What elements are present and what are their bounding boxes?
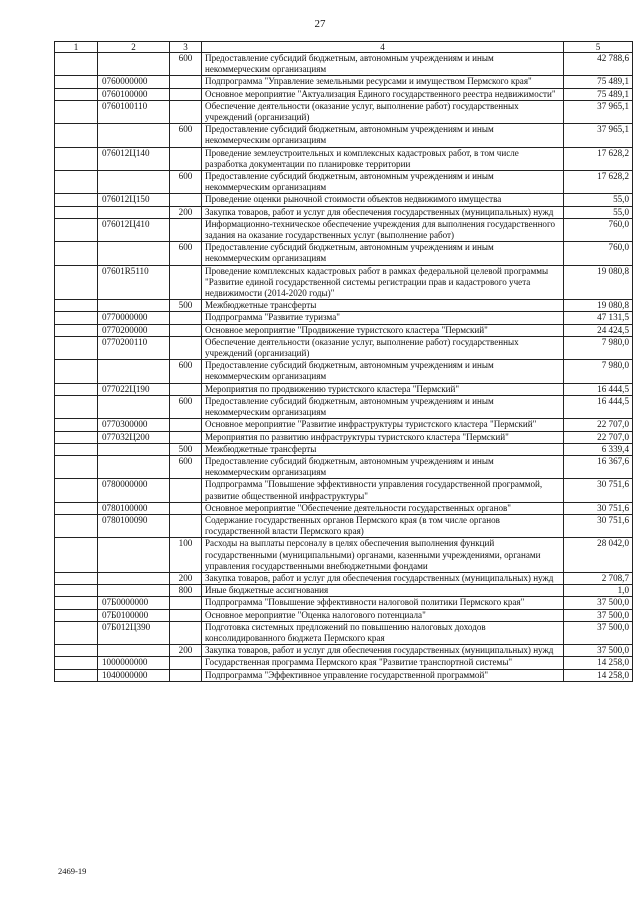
cell-amount: 22 707,0 xyxy=(564,419,633,431)
cell-name: Закупка товаров, работ и услуг для обеспечения государственных (муниципальных) нужд xyxy=(202,645,564,657)
table-row xyxy=(55,419,633,431)
cell-expense-type xyxy=(170,502,202,514)
cell-amount: 17 628,2 xyxy=(564,147,633,170)
table-row xyxy=(55,455,633,478)
cell-amount: 42 788,6 xyxy=(564,53,633,76)
cell-section xyxy=(55,206,98,218)
cell-target-code xyxy=(98,300,170,312)
cell-amount: 55,0 xyxy=(564,194,633,206)
cell-name: Подпрограмма "Развитие туризма" xyxy=(202,312,564,324)
cell-expense-type xyxy=(170,265,202,300)
cell-section xyxy=(55,265,98,300)
cell-amount: 22 707,0 xyxy=(564,431,633,443)
budget-table xyxy=(54,41,633,682)
cell-expense-type: 200 xyxy=(170,572,202,584)
cell-section xyxy=(55,171,98,194)
table-header xyxy=(55,42,633,53)
cell-name: Проведение землеустроительных и комплексных кадастровых работ, в том числе разработка документации по планировке территории xyxy=(202,147,564,170)
cell-name: Основное мероприятие "Обеспечение деятельности государственных органов" xyxy=(202,502,564,514)
cell-amount: 55,0 xyxy=(564,206,633,218)
cell-expense-type: 200 xyxy=(170,206,202,218)
cell-target-code: 07Б0000000 xyxy=(98,597,170,609)
table-row xyxy=(55,53,633,76)
cell-target-code: 0780100000 xyxy=(98,502,170,514)
cell-name: Подпрограмма "Повышение эффективности управления государственной программой, развитие общественной инфраструктуры" xyxy=(202,479,564,502)
cell-expense-type: 600 xyxy=(170,171,202,194)
cell-name: Обеспечение деятельности (оказание услуг, выполнение работ) государственных учреждений (организаций) xyxy=(202,100,564,123)
table-row xyxy=(55,124,633,147)
cell-expense-type xyxy=(170,514,202,537)
cell-expense-type: 800 xyxy=(170,585,202,597)
cell-expense-type: 500 xyxy=(170,300,202,312)
cell-expense-type xyxy=(170,88,202,100)
cell-section xyxy=(55,324,98,336)
cell-amount: 760,0 xyxy=(564,242,633,265)
table-row xyxy=(55,206,633,218)
cell-target-code: 077022Ц190 xyxy=(98,383,170,395)
cell-section xyxy=(55,657,98,669)
cell-section xyxy=(55,147,98,170)
cell-target-code xyxy=(98,171,170,194)
cell-target-code: 076012Ц140 xyxy=(98,147,170,170)
cell-amount: 37 500,0 xyxy=(564,597,633,609)
cell-section xyxy=(55,538,98,573)
cell-name: Расходы на выплаты персоналу в целях обеспечения выполнения функций государственными (муниципальными) органами, казенными учреждениями, органами управления государственными внебюджетными фондами xyxy=(202,538,564,573)
cell-target-code: 0760100000 xyxy=(98,88,170,100)
cell-expense-type xyxy=(170,312,202,324)
cell-expense-type xyxy=(170,194,202,206)
cell-amount: 16 444,5 xyxy=(564,395,633,418)
cell-amount: 30 751,6 xyxy=(564,514,633,537)
cell-expense-type: 200 xyxy=(170,645,202,657)
cell-name: Подпрограмма "Управление земельными ресурсами и имуществом Пермского края" xyxy=(202,76,564,88)
cell-section xyxy=(55,312,98,324)
cell-target-code: 1000000000 xyxy=(98,657,170,669)
cell-section xyxy=(55,383,98,395)
cell-name: Межбюджетные трансферты xyxy=(202,300,564,312)
cell-amount: 16 444,5 xyxy=(564,383,633,395)
cell-amount: 37 965,1 xyxy=(564,100,633,123)
cell-section xyxy=(55,124,98,147)
table-row xyxy=(55,312,633,324)
cell-amount: 1,0 xyxy=(564,585,633,597)
cell-amount: 30 751,6 xyxy=(564,479,633,502)
cell-expense-type: 100 xyxy=(170,538,202,573)
cell-target-code: 0760000000 xyxy=(98,76,170,88)
header-row xyxy=(55,42,633,53)
cell-name: Предоставление субсидий бюджетным, автономным учреждениям и иным некоммерческим организациям xyxy=(202,360,564,383)
table-row xyxy=(55,669,633,681)
cell-amount: 19 080,8 xyxy=(564,265,633,300)
cell-name: Мероприятия по продвижению туристского кластера "Пермский" xyxy=(202,383,564,395)
column-header-section: 1 xyxy=(55,42,98,53)
cell-name: Государственная программа Пермского края "Развитие транспортной системы" xyxy=(202,657,564,669)
cell-target-code xyxy=(98,443,170,455)
cell-amount: 19 080,8 xyxy=(564,300,633,312)
cell-section xyxy=(55,597,98,609)
table-row xyxy=(55,324,633,336)
cell-expense-type xyxy=(170,324,202,336)
cell-amount: 7 980,0 xyxy=(564,336,633,359)
column-header-expense-type: 3 xyxy=(170,42,202,53)
cell-name: Мероприятия по развитию инфраструктуры туристского кластера "Пермский" xyxy=(202,431,564,443)
cell-section xyxy=(55,336,98,359)
cell-expense-type: 600 xyxy=(170,53,202,76)
cell-section xyxy=(55,669,98,681)
cell-section xyxy=(55,76,98,88)
cell-expense-type: 500 xyxy=(170,443,202,455)
cell-expense-type xyxy=(170,76,202,88)
cell-amount: 37 500,0 xyxy=(564,645,633,657)
cell-section xyxy=(55,419,98,431)
table-row xyxy=(55,657,633,669)
table-row xyxy=(55,171,633,194)
document-code: 2469-19 xyxy=(58,866,87,876)
table-row xyxy=(55,514,633,537)
table-row xyxy=(55,597,633,609)
cell-name: Подпрограмма "Эффективное управление государственной программой" xyxy=(202,669,564,681)
cell-expense-type xyxy=(170,431,202,443)
table-row xyxy=(55,147,633,170)
table-row xyxy=(55,395,633,418)
cell-amount: 2 708,7 xyxy=(564,572,633,584)
column-header-amount: 5 xyxy=(564,42,633,53)
cell-section xyxy=(55,431,98,443)
cell-name: Предоставление субсидий бюджетным, автономным учреждениям и иным некоммерческим организациям xyxy=(202,53,564,76)
cell-section xyxy=(55,300,98,312)
cell-name: Содержание государственных органов Пермского края (в том числе органов государственной власти Пермского края) xyxy=(202,514,564,537)
table-row xyxy=(55,88,633,100)
page-number: 27 xyxy=(314,18,326,30)
cell-target-code xyxy=(98,572,170,584)
cell-target-code: 0770200110 xyxy=(98,336,170,359)
cell-section xyxy=(55,621,98,644)
table-row xyxy=(55,100,633,123)
cell-name: Проведение комплексных кадастровых работ в рамках федеральной целевой программы "Развитие единой государственной системы регистрации прав и кадастрового учета недвижимости (2014-2020 годы)" xyxy=(202,265,564,300)
table-row xyxy=(55,502,633,514)
cell-expense-type: 600 xyxy=(170,360,202,383)
cell-expense-type xyxy=(170,621,202,644)
table-row xyxy=(55,645,633,657)
cell-amount: 24 424,5 xyxy=(564,324,633,336)
cell-name: Предоставление субсидий бюджетным, автономным учреждениям и иным некоммерческим организациям xyxy=(202,124,564,147)
cell-amount: 6 339,4 xyxy=(564,443,633,455)
cell-name: Основное мероприятие "Оценка налогового потенциала" xyxy=(202,609,564,621)
cell-target-code xyxy=(98,645,170,657)
cell-target-code xyxy=(98,360,170,383)
cell-target-code xyxy=(98,53,170,76)
cell-expense-type xyxy=(170,100,202,123)
cell-amount: 14 258,0 xyxy=(564,657,633,669)
cell-target-code: 076012Ц410 xyxy=(98,218,170,241)
cell-target-code xyxy=(98,455,170,478)
table-row xyxy=(55,300,633,312)
cell-expense-type xyxy=(170,479,202,502)
cell-amount: 7 980,0 xyxy=(564,360,633,383)
cell-section xyxy=(55,443,98,455)
cell-target-code xyxy=(98,206,170,218)
cell-expense-type: 600 xyxy=(170,395,202,418)
table-row xyxy=(55,360,633,383)
cell-section xyxy=(55,479,98,502)
cell-section xyxy=(55,502,98,514)
cell-expense-type: 600 xyxy=(170,124,202,147)
table-row xyxy=(55,194,633,206)
table-row xyxy=(55,336,633,359)
cell-amount: 47 131,5 xyxy=(564,312,633,324)
table-row xyxy=(55,538,633,573)
cell-amount: 14 258,0 xyxy=(564,669,633,681)
cell-name: Предоставление субсидий бюджетным, автономным учреждениям и иным некоммерческим организациям xyxy=(202,455,564,478)
cell-expense-type: 600 xyxy=(170,242,202,265)
cell-amount: 30 751,6 xyxy=(564,502,633,514)
cell-target-code xyxy=(98,585,170,597)
cell-expense-type xyxy=(170,669,202,681)
cell-target-code: 0770000000 xyxy=(98,312,170,324)
cell-name: Предоставление субсидий бюджетным, автономным учреждениям и иным некоммерческим организациям xyxy=(202,242,564,265)
table-row xyxy=(55,585,633,597)
cell-name: Иные бюджетные ассигнования xyxy=(202,585,564,597)
cell-expense-type xyxy=(170,336,202,359)
cell-expense-type xyxy=(170,657,202,669)
cell-name: Основное мероприятие "Продвижение туристского кластера "Пермский" xyxy=(202,324,564,336)
cell-section xyxy=(55,218,98,241)
budget-table-container xyxy=(54,41,632,682)
cell-target-code: 0770300000 xyxy=(98,419,170,431)
cell-target-code xyxy=(98,538,170,573)
cell-name: Закупка товаров, работ и услуг для обеспечения государственных (муниципальных) нужд xyxy=(202,572,564,584)
cell-target-code: 0770200000 xyxy=(98,324,170,336)
table-row xyxy=(55,621,633,644)
table-row xyxy=(55,242,633,265)
cell-section xyxy=(55,100,98,123)
cell-section xyxy=(55,455,98,478)
table-row xyxy=(55,443,633,455)
cell-target-code: 07Б0100000 xyxy=(98,609,170,621)
cell-section xyxy=(55,360,98,383)
cell-section xyxy=(55,585,98,597)
table-row xyxy=(55,383,633,395)
cell-name: Закупка товаров, работ и услуг для обеспечения государственных (муниципальных) нужд xyxy=(202,206,564,218)
cell-target-code: 077032Ц200 xyxy=(98,431,170,443)
cell-name: Основное мероприятие "Актуализация Единого государственного реестра недвижимости" xyxy=(202,88,564,100)
cell-section xyxy=(55,514,98,537)
cell-section xyxy=(55,194,98,206)
cell-target-code: 1040000000 xyxy=(98,669,170,681)
cell-target-code xyxy=(98,124,170,147)
cell-name: Подпрограмма "Повышение эффективности налоговой политики Пермского края" xyxy=(202,597,564,609)
cell-amount: 37 965,1 xyxy=(564,124,633,147)
cell-expense-type xyxy=(170,609,202,621)
cell-target-code: 07Б012Ц390 xyxy=(98,621,170,644)
table-row xyxy=(55,76,633,88)
table-row xyxy=(55,479,633,502)
cell-target-code: 0760100110 xyxy=(98,100,170,123)
cell-name: Предоставление субсидий бюджетным, автономным учреждениям и иным некоммерческим организациям xyxy=(202,395,564,418)
cell-expense-type: 600 xyxy=(170,455,202,478)
column-header-name: 4 xyxy=(202,42,564,53)
cell-section xyxy=(55,572,98,584)
cell-amount: 16 367,6 xyxy=(564,455,633,478)
table-row xyxy=(55,431,633,443)
cell-name: Проведение оценки рыночной стоимости объектов недвижимого имущества xyxy=(202,194,564,206)
cell-name: Предоставление субсидий бюджетным, автономным учреждениям и иным некоммерческим организациям xyxy=(202,171,564,194)
cell-expense-type xyxy=(170,383,202,395)
table-row xyxy=(55,609,633,621)
table-row xyxy=(55,265,633,300)
cell-name: Информационно-техническое обеспечение учреждения для выполнения государственного задания на оказание государственных услуг (выполнение работ) xyxy=(202,218,564,241)
cell-section xyxy=(55,395,98,418)
cell-expense-type xyxy=(170,419,202,431)
cell-name: Обеспечение деятельности (оказание услуг, выполнение работ) государственных учреждений (организаций) xyxy=(202,336,564,359)
cell-target-code: 0780000000 xyxy=(98,479,170,502)
cell-expense-type xyxy=(170,218,202,241)
cell-amount: 37 500,0 xyxy=(564,621,633,644)
cell-name: Межбюджетные трансферты xyxy=(202,443,564,455)
cell-target-code: 0780100090 xyxy=(98,514,170,537)
table-body xyxy=(55,53,633,682)
table-row xyxy=(55,572,633,584)
cell-amount: 37 500,0 xyxy=(564,609,633,621)
cell-amount: 75 489,1 xyxy=(564,76,633,88)
cell-target-code: 076012Ц150 xyxy=(98,194,170,206)
cell-amount: 17 628,2 xyxy=(564,171,633,194)
cell-amount: 75 489,1 xyxy=(564,88,633,100)
cell-amount: 760,0 xyxy=(564,218,633,241)
table-row xyxy=(55,218,633,241)
cell-target-code xyxy=(98,242,170,265)
cell-target-code xyxy=(98,395,170,418)
cell-section xyxy=(55,645,98,657)
cell-target-code: 07601R5110 xyxy=(98,265,170,300)
cell-section xyxy=(55,242,98,265)
cell-section xyxy=(55,88,98,100)
cell-expense-type xyxy=(170,147,202,170)
cell-name: Подготовка системных предложений по повышению налоговых доходов консолидированного бюджета Пермского края xyxy=(202,621,564,644)
cell-amount: 28 042,0 xyxy=(564,538,633,573)
column-header-target-code: 2 xyxy=(98,42,170,53)
cell-expense-type xyxy=(170,597,202,609)
cell-section xyxy=(55,53,98,76)
cell-section xyxy=(55,609,98,621)
cell-name: Основное мероприятие "Развитие инфраструктуры туристского кластера "Пермский" xyxy=(202,419,564,431)
